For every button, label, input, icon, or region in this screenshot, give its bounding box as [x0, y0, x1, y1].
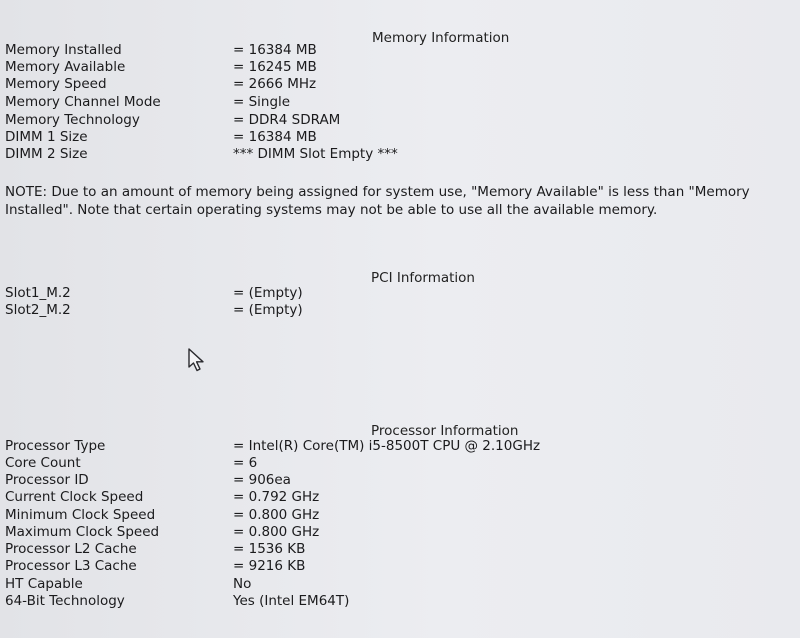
processor-id-row: [5, 472, 795, 489]
memory-channel-mode-row: [5, 94, 795, 111]
memory-available-label: Memory Available: [5, 59, 126, 75]
memory-technology-row: [5, 112, 795, 129]
current-clock-speed-value: = 0.792 GHz: [233, 489, 320, 505]
dimm-1-size-label: DIMM 1 Size: [5, 129, 88, 145]
memory-information-title: Memory Information: [372, 30, 510, 46]
slot1-m2-label: Slot1_M.2: [5, 285, 71, 301]
processor-l2-cache-label: Processor L2 Cache: [5, 541, 137, 557]
slot1-m2-row: [5, 285, 795, 302]
processor-id-value: = 906ea: [233, 472, 291, 488]
memory-note: NOTE: Due to an amount of memory being assigned for system use, "Memory Available" is less than "Memory Installed". Note that certain operating systems may not be able to use all the available memory.: [5, 184, 750, 218]
maximum-clock-speed-label: Maximum Clock Speed: [5, 524, 160, 540]
slot2-m2-value: = (Empty): [233, 302, 303, 318]
memory-speed-label: Memory Speed: [5, 76, 107, 92]
memory-technology-label: Memory Technology: [5, 112, 140, 128]
core-count-label: Core Count: [5, 455, 81, 471]
memory-channel-mode-label: Memory Channel Mode: [5, 94, 161, 110]
memory-installed-value: = 16384 MB: [233, 42, 317, 58]
memory-technology-value: = DDR4 SDRAM: [233, 112, 341, 128]
current-clock-speed-label: Current Clock Speed: [5, 489, 144, 505]
processor-information-title: Processor Information: [371, 423, 519, 439]
pci-information-title: PCI Information: [371, 270, 475, 286]
dimm-2-size-row: [5, 146, 795, 163]
64-bit-technology-row: [5, 593, 795, 610]
dimm-1-size-row: [5, 129, 795, 146]
maximum-clock-speed-row: [5, 524, 795, 541]
memory-channel-mode-value: = Single: [233, 94, 291, 110]
mouse-pointer-icon: [186, 347, 208, 373]
memory-installed-row: [5, 42, 795, 59]
current-clock-speed-row: [5, 489, 795, 506]
memory-installed-label: Memory Installed: [5, 42, 122, 58]
core-count-row: [5, 455, 795, 472]
slot2-m2-label: Slot2_M.2: [5, 302, 71, 318]
processor-id-label: Processor ID: [5, 472, 89, 488]
processor-type-value: = Intel(R) Core(TM) i5-8500T CPU @ 2.10GHz: [233, 438, 541, 454]
ht-capable-value: No: [233, 576, 252, 592]
processor-type-label: Processor Type: [5, 438, 106, 454]
slot2-m2-row: [5, 302, 795, 319]
memory-available-value: = 16245 MB: [233, 59, 317, 75]
maximum-clock-speed-value: = 0.800 GHz: [233, 524, 320, 540]
ht-capable-row: [5, 576, 795, 593]
dimm-2-size-label: DIMM 2 Size: [5, 146, 88, 162]
minimum-clock-speed-row: [5, 507, 795, 524]
memory-speed-row: [5, 76, 795, 93]
processor-type-row: [5, 438, 795, 455]
memory-available-row: [5, 59, 795, 76]
core-count-value: = 6: [233, 455, 258, 471]
minimum-clock-speed-label: Minimum Clock Speed: [5, 507, 156, 523]
processor-l2-cache-value: = 1536 KB: [233, 541, 306, 557]
dimm-1-size-value: = 16384 MB: [233, 129, 317, 145]
processor-l3-cache-label: Processor L3 Cache: [5, 558, 137, 574]
dimm-2-size-value: *** DIMM Slot Empty ***: [233, 146, 398, 162]
slot1-m2-value: = (Empty): [233, 285, 303, 301]
memory-speed-value: = 2666 MHz: [233, 76, 317, 92]
minimum-clock-speed-value: = 0.800 GHz: [233, 507, 320, 523]
64-bit-technology-value: Yes (Intel EM64T): [233, 593, 350, 609]
ht-capable-label: HT Capable: [5, 576, 83, 592]
processor-l2-cache-row: [5, 541, 795, 558]
64-bit-technology-label: 64-Bit Technology: [5, 593, 125, 609]
processor-l3-cache-row: [5, 558, 795, 575]
processor-l3-cache-value: = 9216 KB: [233, 558, 306, 574]
